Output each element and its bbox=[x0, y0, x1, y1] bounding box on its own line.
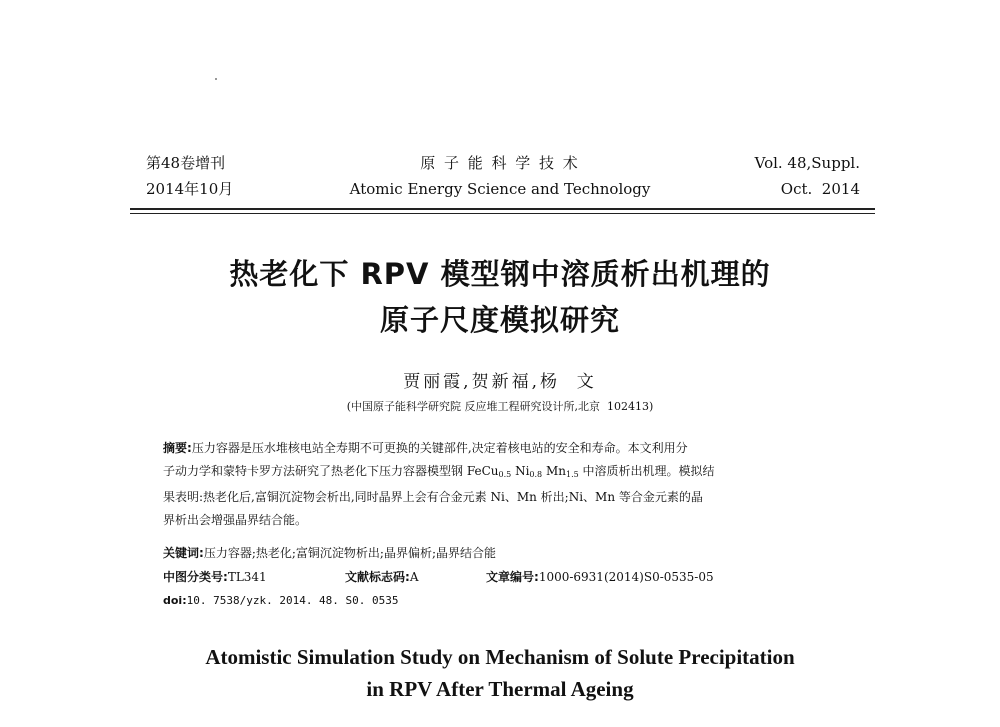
journal-title-en: Atomic Energy Science and Technology bbox=[349, 180, 651, 198]
authors: 贾丽霞,贺新福,杨 文 bbox=[403, 372, 597, 392]
abstract-line2: 子动力学和蒙特卡罗方法研究了热老化下压力容器模型钢 FeCu$_{0.5}$ $Ni_{0.8}$ $Mn_{1.5}$ 中溶质析出机理。模拟结 bbox=[163, 464, 715, 479]
keywords-label: 关键词: bbox=[163, 546, 204, 560]
date-zh: 2014年10月 bbox=[146, 180, 234, 198]
title-zh-line2: 原子尺度模拟研究 bbox=[379, 303, 620, 337]
title-en-line1: Atomistic Simulation Study on Mechanism of Solute Precipitation bbox=[205, 645, 795, 669]
volume-zh: 第48卷增刊 bbox=[146, 154, 226, 172]
abstract-line3: 果表明:热老化后,富铜沉淀物会析出,同时晶界上会有合金元素 Ni、Mn 析出;Ni、Mn 等合金元素的晶 bbox=[163, 490, 703, 504]
keywords bbox=[163, 544, 496, 562]
clc: 中图分类号:TL341 bbox=[163, 570, 267, 584]
abstract-line4: 界析出会增强晶界结合能。 bbox=[163, 513, 308, 527]
abstract-label: 摘要: bbox=[163, 441, 192, 455]
journal-title-zh: 原 子 能 科 学 技 术 bbox=[420, 154, 580, 172]
abstract bbox=[163, 437, 843, 532]
abstract-line1: 摘要:压力容器是压水堆核电站全寿期不可更换的关键部件,决定着核电站的安全和寿命。本文利用分 bbox=[163, 441, 688, 455]
speck bbox=[215, 78, 217, 80]
title-zh-line1: 热老化下 RPV 模型钢中溶质析出机理的 bbox=[229, 257, 771, 291]
volume-en: Vol. 48,Suppl. bbox=[754, 154, 860, 172]
affiliation: (中国原子能科学研究院 反应堆工程研究设计所,北京 102413) bbox=[346, 400, 654, 413]
doc-code: 文献标志码:A bbox=[345, 570, 419, 584]
article-number: 文章编号:1000-6931(2014)S0-0535-05 bbox=[486, 570, 714, 584]
header-rule-thin bbox=[130, 213, 875, 214]
header-rule-thick bbox=[130, 208, 875, 210]
title-en-line2: in RPV After Thermal Ageing bbox=[366, 677, 634, 701]
date-en: Oct. 2014 bbox=[780, 180, 860, 198]
doi: doi:10. 7538/yzk. 2014. 48. S0. 0535 bbox=[163, 594, 399, 607]
keywords-value: 压力容器;热老化;富铜沉淀物析出;晶界偏析;晶界结合能 bbox=[203, 546, 496, 560]
